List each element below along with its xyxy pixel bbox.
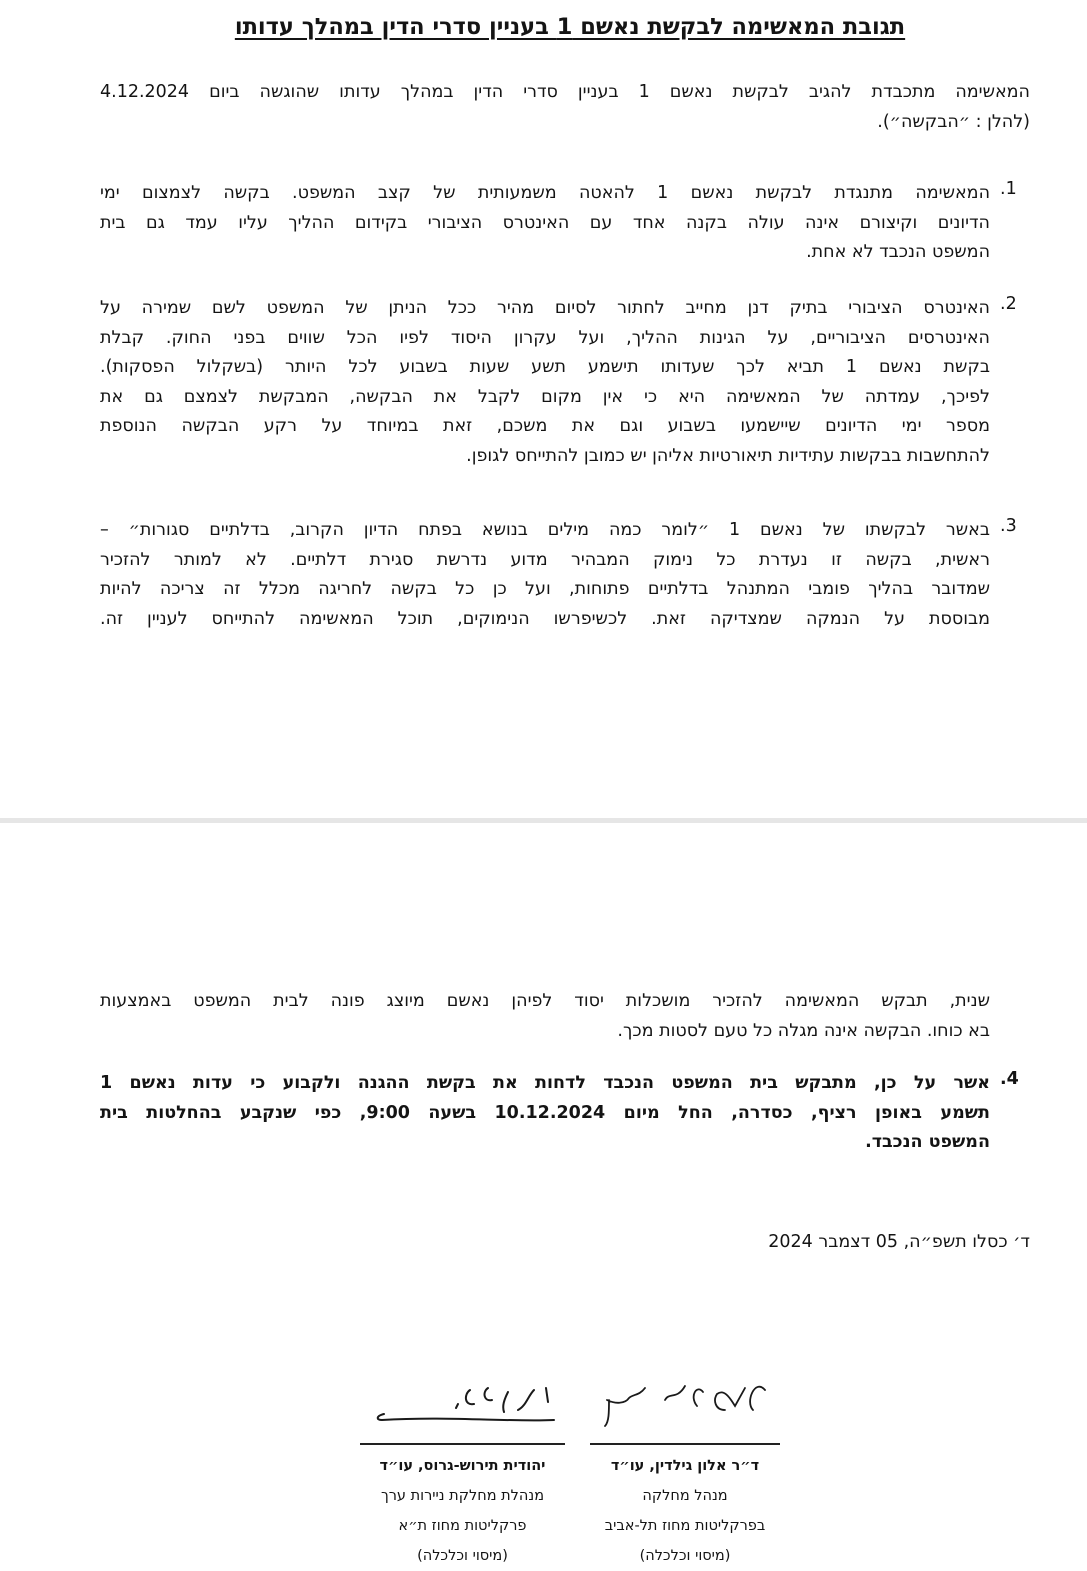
paragraph-line: שנית, תבקש המאשימה להזכיר מושכלות יסוד לפיהן נאשם מיוצג פונה לבית המשפט באמצעות — [100, 991, 990, 1011]
paragraph-line: להתחשבות בבקשות עתידיות תיאורטיות אליהן יש כמובן להתייחס לגופן. — [466, 445, 990, 466]
paragraph-4 — [100, 1069, 990, 1158]
handwritten-signature-2 — [358, 1370, 568, 1432]
paragraph-line: המאשימה מתנגדת לבקשת נאשם 1 להאטה משמעותית של קצב המשפט. בקשה לצמצום ימי — [100, 183, 991, 203]
paragraph-line: הדיונים וקיצורם אינה עולה בקנה אחד עם האינטרס הציבורי בקידום ההליך עליו עמד גם בית — [100, 212, 990, 233]
paragraph-line: האינטרס הציבורי בתיק דנן מחייב לחתור לסיום מהיר ככל הניתן של המשפט לשם שמירה על — [100, 298, 990, 318]
paragraph-line: אשר על כן, מתבקש בית המשפט הנכבד לדחות את בקשת ההגנה ולקבוע כי עדות נאשם 1 — [100, 1073, 990, 1093]
signatory-name: ד״ר אלון גילדין, עו״ד — [610, 1458, 760, 1474]
intro-paragraph — [100, 78, 1030, 137]
paragraph-3 — [100, 516, 990, 634]
paragraph-line: מספר ימי הדיונים שיישמעו בשבוע וגם את משכם, זאת במיוחד על רקע הבקשה הנוספת — [100, 416, 990, 436]
paragraph-line: בקשת נאשם 1 תביא לכך שעדותו תישמע תשע שעות בשבוע לכל היותר (בשקלול הפסקות). — [100, 357, 990, 377]
document-title: תגובת המאשימה לבקשת נאשם 1 בעניין סדרי הדין במהלך עדותו — [234, 14, 906, 40]
paragraph-number: 4. — [1000, 1069, 1019, 1089]
paragraph-line: ראשית, בקשה זו נעדרת כל נימוק המבהיר מדוע נדרשת סגירת דלתיים. לא למותר להזכיר — [100, 549, 990, 570]
signature-line — [590, 1443, 780, 1445]
document-date: ד׳ כסלו תשפ״ה, 05 דצמבר 2024 — [768, 1232, 1030, 1252]
paragraph-line: לפיכך, עמדתה של המאשימה היא כי אין מקום לקבל את הבקשה, המבקשת לצמצם גם את — [100, 386, 990, 407]
paragraph-number: 1. — [1000, 179, 1017, 199]
paragraph-1 — [100, 179, 990, 268]
signatory-role: מנהלת מחלקת ניירות ערך — [380, 1488, 545, 1504]
paragraph-line: האינטרסים הציבוריים, על הגינות ההליך, ועל עקרון היסוד לפיו הכל שווים בפני החוק. קבלת — [100, 327, 990, 348]
signatory-role: מנהל מחלקה — [642, 1488, 728, 1504]
intro-line: (להלן : ״הבקשה״). — [877, 111, 1030, 132]
signatory-office: פרקליטות מחוז ת״א — [398, 1518, 527, 1534]
paragraph-number: 2. — [1000, 294, 1017, 314]
paragraph-line: מבוססת על הנמקה שמצדיקה זאת. לכשיפרשו הנימוקים, תוכל המאשימה להתייחס לעניין זה. — [100, 608, 990, 629]
signature-block-1 — [585, 1370, 785, 1571]
signature-line — [360, 1443, 565, 1445]
handwritten-signature-1 — [585, 1370, 785, 1432]
signatory-name: יהודית תירוש-גרוס, עו״ד — [379, 1458, 546, 1474]
paragraph-number: 3. — [1000, 516, 1017, 536]
paragraph-line: שמדובר בהליך פומבי המתנהל בדלתיים פתוחות, ועל כן כל בקשה לחריגה מכלל זה צריכה להיות — [100, 579, 990, 599]
paragraph-2 — [100, 294, 990, 471]
paragraph-line: המשפט הנכבד לא אחת. — [806, 242, 990, 262]
continuation-paragraph — [100, 987, 990, 1046]
paragraph-line: תשמע באופן רציף, כסדרה, החל מיום 10.12.2024 בשעה 9:00, כפי שנקבע בהחלטות בית — [100, 1102, 990, 1123]
signature-block-2 — [355, 1370, 570, 1571]
page-break-divider — [0, 818, 1087, 823]
signatory-department: (מיסוי וכלכלה) — [417, 1548, 508, 1564]
intro-line: המאשימה מתכבדת להגיב לבקשת נאשם 1 בעניין סדרי הדין במהלך עדותו שהוגשה ביום 4.12.2024 — [100, 82, 1030, 102]
signatory-department: (מיסוי וכלכלה) — [639, 1548, 731, 1564]
paragraph-line: המשפט הנכבד. — [865, 1132, 990, 1152]
paragraph-line: בא כוחו. הבקשה אינה מגלה כל טעם לסטות מכך. — [617, 1020, 990, 1041]
paragraph-line: באשר לבקשתו של נאשם 1 ״לומר כמה מילים בנושא בפתח הדיון הקרוב, בדלתיים סגורות״ – — [100, 520, 990, 540]
signatory-office: בפרקליטות מחוז תל-אביב — [604, 1518, 766, 1534]
